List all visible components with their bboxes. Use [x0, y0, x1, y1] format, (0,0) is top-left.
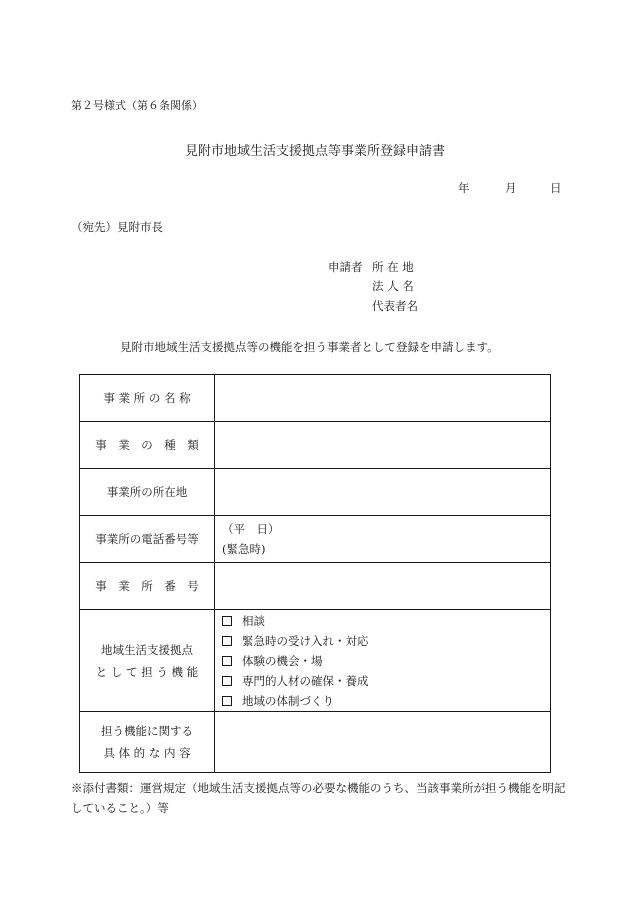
phone-field[interactable] [215, 516, 551, 563]
checkbox[interactable] [222, 656, 232, 666]
business-type-label: 事 業 の 種 類 [80, 422, 215, 469]
row-office-number [80, 563, 551, 610]
office-address-field[interactable] [215, 469, 551, 516]
functions-label-line-1: 地域生活支援拠点 [101, 642, 193, 657]
details-field[interactable] [215, 712, 551, 773]
checkbox[interactable] [222, 636, 232, 646]
checkbox[interactable] [222, 676, 232, 686]
application-statement: 見附市地域生活支援拠点等の機能を担う事業者として登録を申請します。 [120, 340, 499, 354]
row-office-name [80, 375, 551, 422]
row-phone [80, 516, 551, 563]
details-label-line-1: 担う機能に関する [101, 724, 193, 738]
row-functions [80, 610, 551, 712]
function-option-experience[interactable]: 体験の機会・場 [222, 651, 550, 671]
form-number: 第２号様式（第６条関係） [71, 99, 203, 112]
date-month: 月 [505, 181, 517, 195]
date-day: 日 [550, 181, 562, 195]
details-label [80, 712, 215, 773]
office-number-field[interactable] [215, 563, 551, 610]
attachment-footnote: ※添付書類：運営規定（地域生活支援拠点等の必要な機能のうち、当該事業所が担う機能を明記していること。）等 [71, 781, 566, 815]
office-name-label: 事 業 所 の 名 称 [80, 375, 215, 422]
applicant-label: 申請者 [328, 260, 363, 274]
office-number-label: 事 業 所 番 号 [80, 563, 215, 610]
function-option-emergency[interactable]: 緊急時の受け入れ・対応 [222, 631, 550, 651]
function-option-specialist[interactable]: 専門的人材の確保・養成 [222, 671, 550, 691]
applicant-address-label: 所 在 地 [372, 260, 414, 274]
date-year: 年 [458, 181, 470, 195]
functions-checklist [215, 610, 551, 712]
office-name-field[interactable] [215, 375, 551, 422]
functions-label [80, 610, 215, 712]
row-details [80, 712, 551, 773]
checkbox[interactable] [222, 616, 232, 626]
phone-emergency-label: (緊急時) [222, 542, 266, 556]
office-address-label: 事業所の所在地 [80, 469, 215, 516]
details-label-line-2: 具 体 的 な 内 容 [103, 746, 191, 760]
row-business-type [80, 422, 551, 469]
business-type-field[interactable] [215, 422, 551, 469]
applicant-representative-label: 代表者名 [372, 299, 418, 313]
function-option-community[interactable]: 地域の体制づくり [222, 691, 550, 711]
addressee: （宛先）見附市長 [71, 220, 163, 234]
document-title: 見附市地域生活支援拠点等事業所登録申請書 [184, 144, 445, 159]
registration-table [79, 374, 551, 773]
phone-label: 事業所の電話番号等 [80, 516, 215, 563]
phone-weekday-label: （平 日） [222, 522, 280, 536]
function-option-consultation[interactable]: 相談 [222, 611, 550, 631]
applicant-corporation-label: 法 人 名 [372, 279, 414, 293]
row-office-address [80, 469, 551, 516]
functions-label-line-2: と し て 担 う 機 能 [95, 664, 199, 679]
checkbox[interactable] [222, 696, 232, 706]
